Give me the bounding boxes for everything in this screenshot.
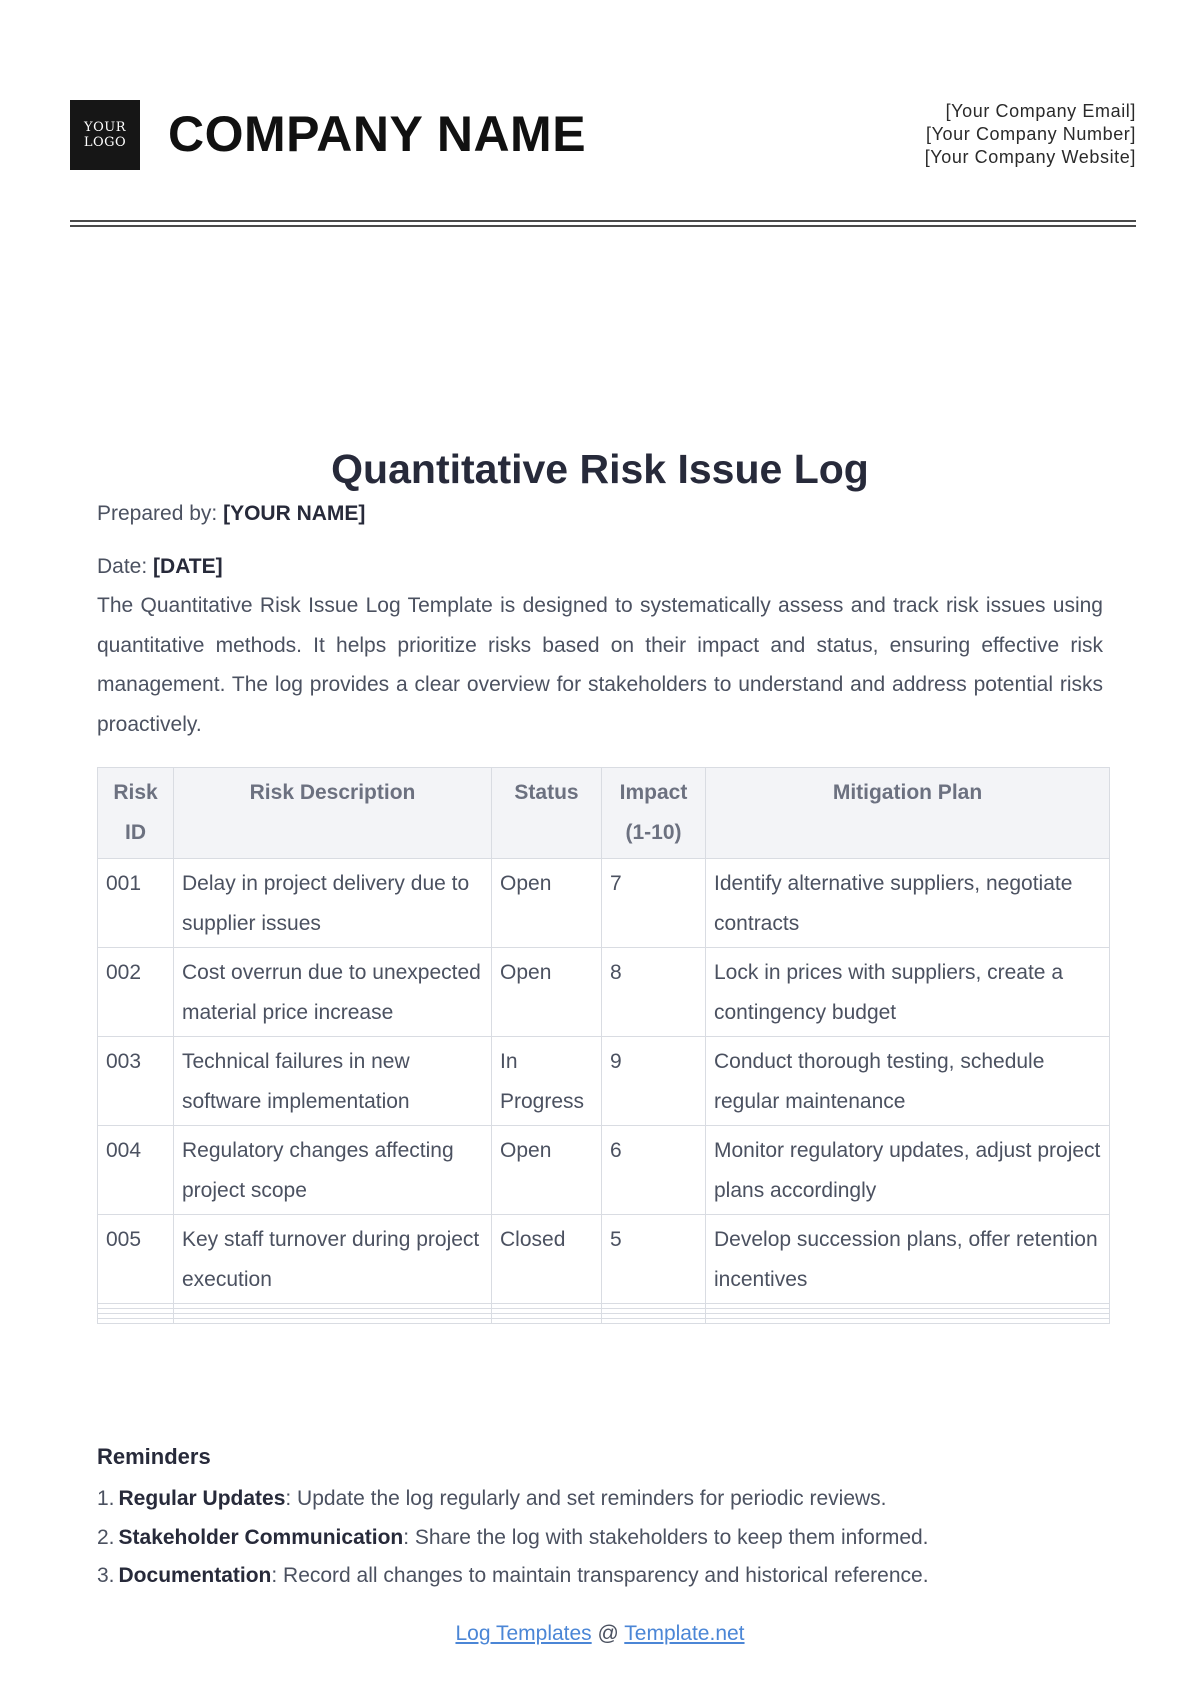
company-logo (70, 100, 140, 170)
header-divider-top (70, 220, 1136, 222)
risk-table (97, 767, 1110, 1324)
cell-risk-id: 001 (98, 859, 174, 948)
template-net-link[interactable]: Template.net (624, 1622, 745, 1645)
date-value: [DATE] (153, 555, 223, 578)
table-row (98, 859, 1110, 948)
cell-mitigation-plan: Develop succession plans, offer retention incentives (706, 1215, 1110, 1304)
empty-cell (174, 1319, 492, 1324)
cell-risk-description: Technical failures in new software implementation (174, 1037, 492, 1126)
cell-status: Open (492, 948, 602, 1037)
company-contact (925, 100, 1136, 169)
list-item (97, 1480, 1137, 1519)
list-item-number: 1. (97, 1487, 115, 1510)
footer-separator: @ (591, 1622, 625, 1645)
cell-risk-description: Regulatory changes affecting project scope (174, 1126, 492, 1215)
cell-risk-description: Key staff turnover during project execution (174, 1215, 492, 1304)
header-risk-id: Risk ID (98, 768, 174, 859)
prepared-by-value: [YOUR NAME] (223, 502, 366, 525)
cell-status: Open (492, 859, 602, 948)
reminders-heading: Reminders (97, 1444, 211, 1469)
company-number: [Your Company Number] (925, 124, 1136, 144)
list-item-label: Stakeholder Communication (118, 1525, 404, 1549)
table-row-empty (98, 1319, 1110, 1324)
empty-cell (98, 1319, 174, 1324)
company-website: [Your Company Website] (924, 147, 1136, 167)
company-name: COMPANY NAME (168, 106, 587, 162)
table-row (98, 1037, 1110, 1126)
cell-status: In Progress (492, 1037, 602, 1126)
reminders-list (97, 1480, 1137, 1596)
cell-risk-description: Delay in project delivery due to supplier issues (174, 859, 492, 948)
cell-impact: 7 (602, 859, 706, 948)
table-row (98, 1215, 1110, 1304)
intro-paragraph: The Quantitative Risk Issue Log Template is designed to systematically assess and track risk issues using quantitative methods. It helps prioritize risks based on their impact and status, ensuring effective risk management. The log provides a clear overview for stakeholders to understand and address potential risks proactively. (97, 594, 1103, 736)
prepared-by (97, 500, 365, 528)
footer (0, 1620, 1200, 1648)
header-impact: Impact (1-10) (602, 768, 706, 859)
cell-risk-id: 003 (98, 1037, 174, 1126)
cell-status: Closed (492, 1215, 602, 1304)
company-email: [Your Company Email] (945, 101, 1136, 121)
list-item (97, 1519, 1137, 1558)
list-item (97, 1557, 1137, 1596)
empty-cell (602, 1319, 706, 1324)
list-item-text: : Share the log with stakeholders to keep them informed. (403, 1525, 929, 1549)
cell-risk-id: 005 (98, 1215, 174, 1304)
header-divider-bottom (70, 225, 1136, 227)
list-item-number: 3. (97, 1564, 115, 1587)
list-item-label: Documentation (118, 1564, 272, 1587)
table-header-row (98, 768, 1110, 859)
empty-cell (706, 1319, 1110, 1324)
log-templates-link[interactable]: Log Templates (455, 1622, 592, 1645)
logo-text-line2: LOGO (83, 135, 127, 150)
cell-impact: 5 (602, 1215, 706, 1304)
cell-risk-description: Cost overrun due to unexpected material price increase (174, 948, 492, 1037)
list-item-label: Regular Updates (118, 1487, 286, 1510)
cell-status: Open (492, 1126, 602, 1215)
list-item-text: : Update the log regularly and set reminders for periodic reviews. (285, 1487, 887, 1510)
document-date (97, 553, 223, 581)
table-row (98, 1126, 1110, 1215)
cell-impact: 6 (602, 1126, 706, 1215)
cell-mitigation-plan: Lock in prices with suppliers, create a contingency budget (706, 948, 1110, 1037)
cell-risk-id: 004 (98, 1126, 174, 1215)
prepared-by-label: Prepared by: (97, 502, 224, 525)
cell-risk-id: 002 (98, 948, 174, 1037)
cell-impact: 8 (602, 948, 706, 1037)
header-risk-description: Risk Description (174, 768, 492, 859)
cell-mitigation-plan: Identify alternative suppliers, negotiate contracts (706, 859, 1110, 948)
list-item-number: 2. (97, 1525, 115, 1549)
empty-cell (492, 1319, 602, 1324)
cell-mitigation-plan: Monitor regulatory updates, adjust project plans accordingly (706, 1126, 1110, 1215)
cell-mitigation-plan: Conduct thorough testing, schedule regular maintenance (706, 1037, 1110, 1126)
header-status: Status (492, 768, 602, 859)
document-title: Quantitative Risk Issue Log (331, 446, 869, 492)
list-item-text: : Record all changes to maintain transparency and historical reference. (271, 1564, 929, 1587)
date-label: Date: (97, 555, 154, 578)
logo-text-line1: YOUR (84, 120, 126, 135)
table-row (98, 948, 1110, 1037)
header-mitigation-plan: Mitigation Plan (706, 768, 1110, 859)
cell-impact: 9 (602, 1037, 706, 1126)
